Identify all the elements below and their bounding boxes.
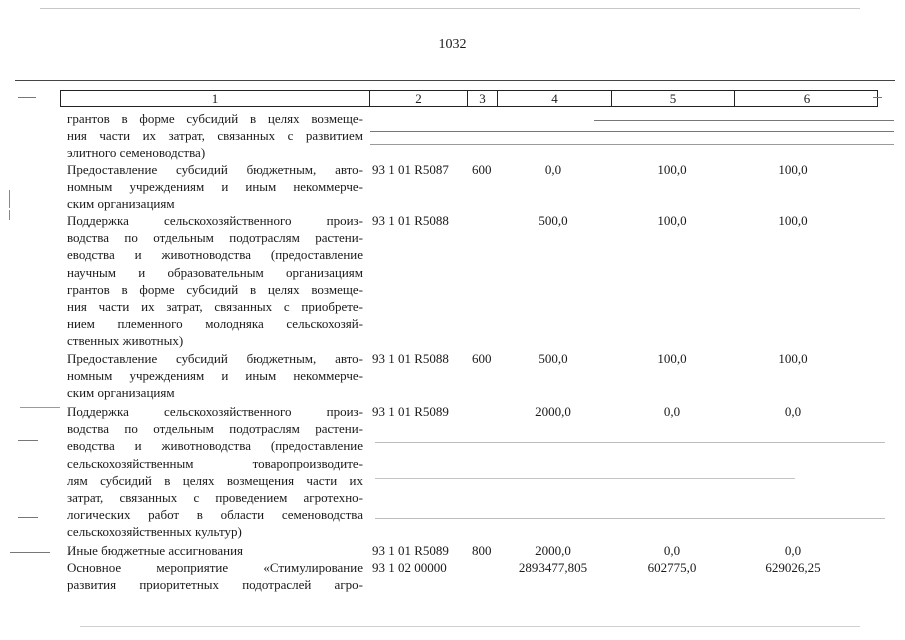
expense-type-code: 600 <box>472 351 492 366</box>
row-description <box>67 161 363 213</box>
top-rule <box>15 80 895 81</box>
row-description <box>67 559 363 593</box>
table-header <box>60 90 878 107</box>
amount-col-4: 2000,0 <box>535 543 571 558</box>
description-line: грантов в форме субсидий в целях возмеще- <box>67 111 363 126</box>
row-description <box>67 212 363 350</box>
target-article-code: 93 1 01 R5088 <box>372 351 449 366</box>
description-line: номным учреждениям и иным некоммерче- <box>67 179 363 195</box>
row-description <box>67 403 363 541</box>
scan-rule <box>370 131 894 132</box>
description-line: ским организациям <box>67 196 175 212</box>
description-line: развития приоритетных подотраслей агро- <box>67 577 363 593</box>
row-description <box>67 542 363 559</box>
header-col-3: 3 <box>467 91 497 106</box>
scan-noise <box>40 8 860 9</box>
header-col-4: 4 <box>497 91 611 106</box>
scan-noise <box>18 97 36 98</box>
description-line: логических работ в области семеноводства <box>67 507 363 523</box>
amount-col-5: 602775,0 <box>647 560 697 575</box>
expense-type-code: 600 <box>472 162 492 177</box>
scan-noise <box>20 407 60 408</box>
description-line: нием племенного молодняка сельскохозяй- <box>67 316 363 332</box>
description-line: водства по отдельным подотраслям растени- <box>67 421 363 437</box>
description-line: сельскохозяйственным товаропроизводите- <box>67 455 363 471</box>
amount-col-5: 0,0 <box>663 543 681 558</box>
scan-noise <box>80 626 860 627</box>
description-line: номным учреждениям и иным некоммерче- <box>67 368 363 384</box>
header-col-6: 6 <box>734 91 879 106</box>
header-col-5: 5 <box>611 91 734 106</box>
amount-col-6: 100,0 <box>778 162 808 177</box>
description-line: ственных животных) <box>67 333 184 349</box>
description-line: Поддержка сельскохозяйственного произ- <box>67 213 363 228</box>
amount-col-5: 100,0 <box>657 351 687 366</box>
description-line: затрат, связанных с проведением агротехно- <box>67 489 363 505</box>
amount-col-4: 500,0 <box>538 351 568 366</box>
scan-noise <box>375 478 795 479</box>
scan-noise <box>18 517 38 518</box>
scan-noise <box>375 518 885 519</box>
description-line: Предоставление субсидий бюджетным, авто- <box>67 351 363 366</box>
description-line: Иные бюджетные ассигнования <box>67 543 244 558</box>
amount-col-5: 0,0 <box>663 404 681 419</box>
description-line: еводства и животноводства (предоставление <box>67 438 363 454</box>
description-line: Поддержка сельскохозяйственного произ- <box>67 404 363 419</box>
scan-noise <box>375 442 885 443</box>
target-article-code: 93 1 01 R5087 <box>372 162 449 177</box>
target-article-code: 93 1 01 R5088 <box>372 213 449 228</box>
amount-col-4: 500,0 <box>538 213 568 228</box>
target-article-code: 93 1 01 R5089 <box>372 404 449 419</box>
row-description <box>67 350 363 402</box>
scan-noise <box>9 190 10 208</box>
description-line: научным и образовательным организациям <box>67 264 363 280</box>
description-line: Основное мероприятие «Стимулирование <box>67 560 363 575</box>
row-description <box>67 110 363 162</box>
amount-col-6: 629026,25 <box>765 560 821 575</box>
description-line: сельскохозяйственных культур) <box>67 524 242 540</box>
scan-noise <box>873 97 882 98</box>
amount-col-6: 100,0 <box>778 351 808 366</box>
amount-col-5: 100,0 <box>657 213 687 228</box>
scan-rule <box>594 120 894 121</box>
expense-type-code: 800 <box>472 543 492 558</box>
target-article-code: 93 1 01 R5089 <box>372 543 449 558</box>
target-article-code: 93 1 02 00000 <box>372 560 447 575</box>
amount-col-6: 100,0 <box>778 213 808 228</box>
description-line: водства по отдельным подотраслям растени- <box>67 230 363 246</box>
header-col-2: 2 <box>369 91 467 106</box>
header-col-1: 1 <box>211 91 219 106</box>
amount-col-4: 2893477,805 <box>518 560 588 575</box>
scan-noise <box>9 210 10 220</box>
page-number: 1032 <box>438 37 467 52</box>
amount-col-4: 2000,0 <box>535 404 571 419</box>
scan-noise <box>10 552 50 553</box>
description-line: Предоставление субсидий бюджетным, авто- <box>67 162 363 177</box>
amount-col-6: 0,0 <box>784 404 802 419</box>
amount-col-4: 0,0 <box>544 162 562 177</box>
description-line: грантов в форме субсидий в целях возмеще- <box>67 281 363 297</box>
scan-rule <box>370 144 894 145</box>
description-line: ния части их затрат, связанных с приобрете- <box>67 298 363 314</box>
description-line: еводства и животноводства (предоставление <box>67 247 363 263</box>
amount-col-6: 0,0 <box>784 543 802 558</box>
description-line: лям субсидий в целях возмещения части их <box>67 472 363 488</box>
description-line: ния части их затрат, связанных с развитием <box>67 128 363 144</box>
description-line: элитного семеноводства) <box>67 145 206 161</box>
amount-col-5: 100,0 <box>657 162 687 177</box>
scan-noise <box>18 440 38 441</box>
description-line: ским организациям <box>67 385 175 401</box>
